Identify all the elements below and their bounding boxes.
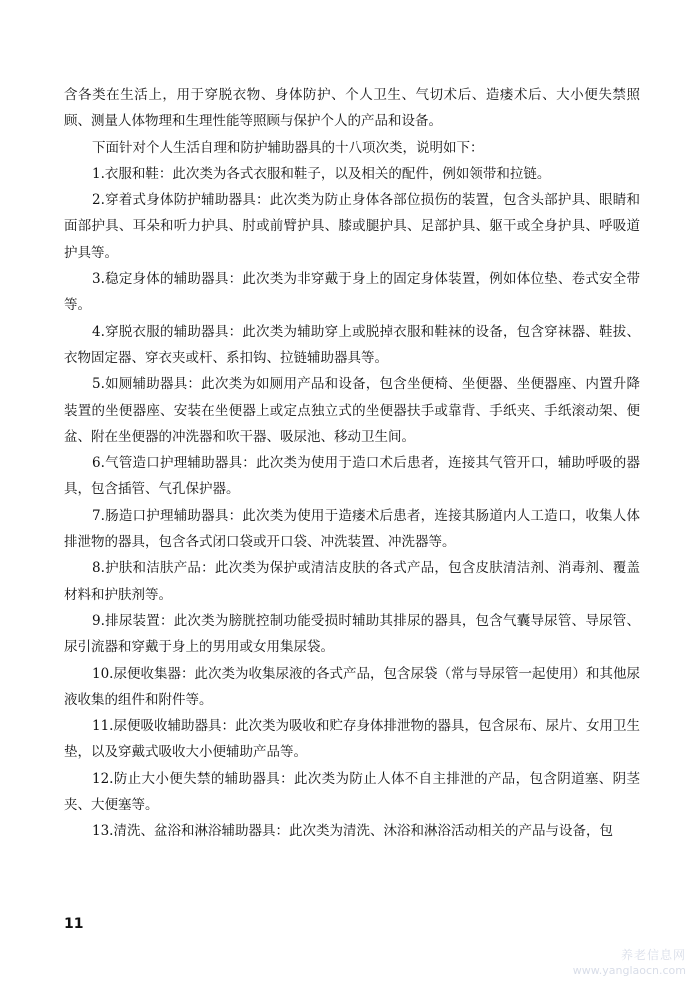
paragraph-intro-continued: 含各类在生活上，用于穿脱衣物、身体防护、个人卫生、气切术后、造瘘术后、大小便失禁照顾、测量人体物理和生理性能等照顾与保护个人的产品和设备。 — [64, 87, 640, 130]
page-number: 11 — [64, 916, 84, 932]
list-item-4: 4.穿脱衣服的辅助器具：此次类为辅助穿上或脱掉衣服和鞋袜的设备，包含穿袜器、鞋拔、衣物固定器、穿衣夹或杆、系扣钩、拉链辅助器具等。 — [64, 323, 640, 366]
list-item-5: 5.如厕辅助器具：此次类为如厕用产品和设备，包含坐便椅、坐便器、坐便器座、内置升降装置的坐便器座、安装在坐便器上或定点独立式的坐便器扶手或靠背、手纸夹、手纸滚动架、便盆、附在坐便器的冲洗器和吹干器、吸尿池、移动卫生间。 — [64, 376, 640, 445]
list-item-8: 8.护肤和洁肤产品：此次类为保护或清洁皮肤的各式产品，包含皮肤清洁剂、消毒剂、覆盖材料和护肤剂等。 — [64, 560, 640, 603]
list-item-1: 1.衣服和鞋：此次类为各式衣服和鞋子，以及相关的配件，例如领带和拉链。 — [92, 165, 551, 182]
list-item-12: 12.防止大小便失禁的辅助器具：此次类为防止人体不自主排泄的产品，包含阴道塞、阴茎夹、大便塞等。 — [64, 770, 640, 814]
list-item-9: 9.排尿装置：此次类为膀胱控制功能受损时辅助其排尿的器具，包含气囊导尿管、导尿管、尿引流器和穿戴于身上的男用或女用集尿袋。 — [64, 612, 640, 656]
watermark-url: www.yanglaocn.com — [572, 964, 686, 977]
list-item-2: 2.穿着式身体防护辅助器具：此次类为防止身体各部位损伤的装置，包含头部护具、眼睛和面部护具、耳朵和听力护具、肘或前臂护具、膝或腿护具、足部护具、躯干或全身护具、呼吸道护具等。 — [64, 192, 640, 261]
list-item-10: 10.尿便收集器：此次类为收集尿液的各式产品，包含尿袋（常与导尿管一起使用）和其他尿液收集的组件和附件等。 — [64, 665, 640, 708]
list-item-11: 11.尿便吸收辅助器具：此次类为吸收和贮存身体排泄物的器具，包含尿布、尿片、女用卫生垫，以及穿戴式吸收大小便辅助产品等。 — [64, 718, 640, 761]
watermark — [573, 948, 686, 978]
list-item-7: 7.肠造口护理辅助器具：此次类为使用于造瘘术后患者，连接其肠道内人工造口，收集人体排泄物的器具，包含各式闭口袋或开口袋、冲洗装置、冲洗器等。 — [64, 507, 640, 551]
document-body — [64, 82, 640, 845]
list-item-3: 3.稳定身体的辅助器具：此次类为非穿戴于身上的固定身体装置，例如体位垫、卷式安全带等。 — [64, 271, 640, 314]
list-item-6: 6.气管造口护理辅助器具：此次类为使用于造口术后患者，连接其气管开口，辅助呼吸的器具，包含插管、气孔保护器。 — [64, 455, 640, 498]
watermark-text: 养老信息网 — [620, 948, 686, 962]
list-item-13: 13.清洗、盆浴和淋浴辅助器具：此次类为清洗、沐浴和淋浴活动相关的产品与设备，包 — [92, 823, 613, 840]
paragraph-lead-in: 下面针对个人生活自理和防护辅助器具的十八项次类，说明如下： — [92, 139, 484, 156]
